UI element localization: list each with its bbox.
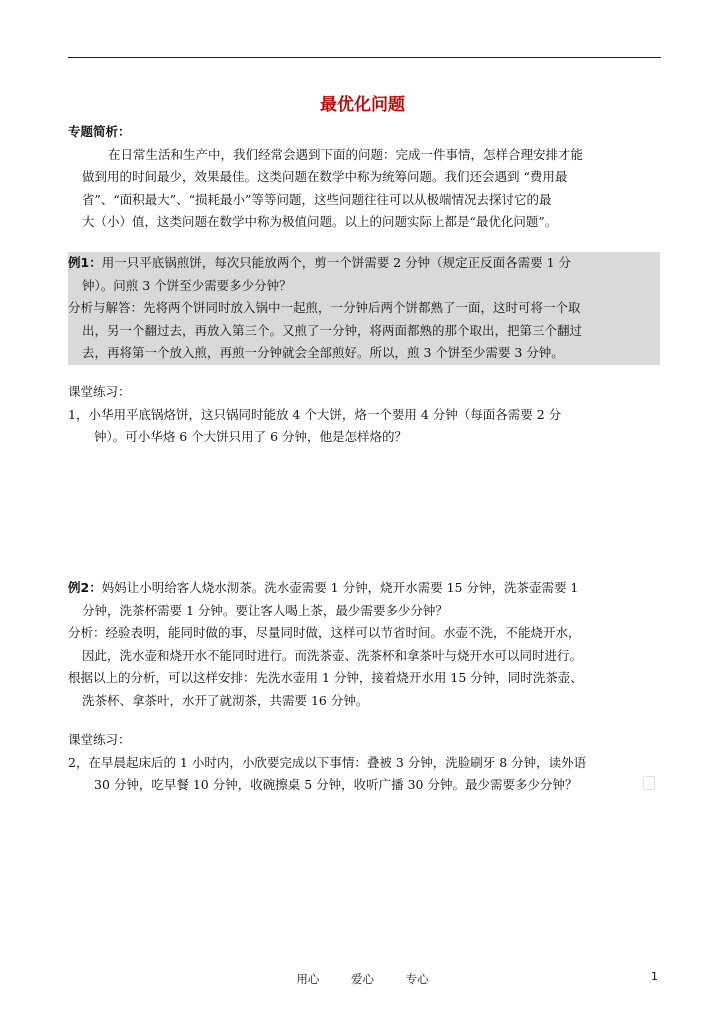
practice2-line: 30 分钟，吃早餐 10 分钟，收碗擦桌 5 分钟，收听广播 30 分钟。最少需要多少分钟？ (94, 777, 578, 792)
example1-question (68, 252, 660, 297)
practice1-line: 1，小华用平底锅烙饼，这只锅同时能放 4 个大饼，烙一个要用 4 分钟（每面各需要 2 分 (68, 406, 562, 422)
intro-section (68, 121, 660, 234)
intro-line: 省”、“面积最大”、“损耗最小”等等问题，这些问题往往可以从极端情况去探讨它的最 (82, 191, 552, 207)
intro-line: 做到用的时间最少，效果最佳。这类问题在数学中称为统筹问题。我们还会遇到 “费用最 (82, 169, 568, 184)
example2-question-line: 分钟，洗茶杯需要 1 分钟。要让客人喝上茶，最少需要多少分钟？ (82, 602, 448, 618)
example2-analysis-line: 根据以上的分析，可以这样安排：先洗水壶用 1 分钟，接着烧开水用 15 分钟，同时洗茶壶、 (68, 670, 583, 685)
example1-question-line: 钟）。问煎 3 个饼至少需要多少分钟？ (82, 277, 292, 293)
example1-question-line: 用一只平底锅煎饼，每次只能放两个，剪一个饼需要 2 分钟（规定正反面各需要 1 分 (101, 255, 572, 270)
practice1-heading: 课堂练习： (68, 384, 131, 399)
practice2-heading: 课堂练习： (68, 732, 131, 747)
intro-line: 在日常生活和生产中，我们经常会遇到下面的问题：完成一件事情，怎样合理安排才能 (108, 146, 584, 162)
example2-analysis-line: 因此，洗水壶和烧开水不能同时进行。而洗茶壶、洗茶杯和拿茶叶与烧开水可以同时进行。 (82, 647, 583, 663)
example2-question-line: 妈妈让小明给客人烧水沏茶。洗水壶需要 1 分钟，烧开水需要 15 分钟，洗茶壶需要 1 (101, 580, 579, 595)
intro-line: 大（小）值，这类问题在数学中称为极值问题。以上的问题实际上都是“最优化问题”。 (82, 214, 558, 229)
practice1-line: 钟）。可小华烙 6 个大饼只用了 6 分钟，他是怎样烙的？ (94, 429, 408, 444)
header-rule (68, 57, 661, 58)
example1-analysis (68, 297, 660, 365)
example2-analysis-line: 洗茶杯、拿茶叶，水开了就沏茶，共需要 16 分钟。 (82, 692, 369, 708)
example2-analysis-line: 分析：经验表明，能同时做的事，尽量同时做，这样可以节省时间。水壶不洗，不能烧开水， (68, 625, 581, 640)
example1-section (68, 252, 660, 365)
intro-heading: 专题简析： (68, 124, 131, 139)
example1-analysis-line: 出，另一个翻过去，再放入第三个。又煎了一分钟，将两面都熟的那个取出，把第三个翻过 (82, 322, 583, 338)
page-number: 1 (651, 970, 658, 983)
example2-label: 例2： (68, 580, 102, 595)
example1-analysis-line: 分析与解答：先将两个饼同时放入锅中一起煎，一分钟后两个饼都熟了一面，这时可将一个取 (68, 300, 581, 315)
footer-item: 用心 (296, 972, 320, 986)
practice2-line: 2，在早晨起床后的 1 小时内，小欣要完成以下事情：叠被 3 分钟，洗脸刷牙 8 分钟，读外语 (68, 754, 587, 770)
example1-label: 例1： (68, 255, 102, 270)
footer-item: 专心 (405, 972, 429, 986)
footer-item: 爱心 (351, 972, 374, 986)
footer (0, 971, 725, 987)
practice1-section (68, 381, 660, 449)
example2-section (68, 577, 660, 712)
practice2-section (68, 729, 660, 797)
page-title: 最优化问题 (320, 95, 405, 115)
example1-analysis-line: 去，再将第一个放入煎，再煎一分钟就会全部煎好。所以，煎 3 个饼至少需要 3 分钟。 (82, 345, 564, 360)
faint-artifact (643, 776, 655, 790)
